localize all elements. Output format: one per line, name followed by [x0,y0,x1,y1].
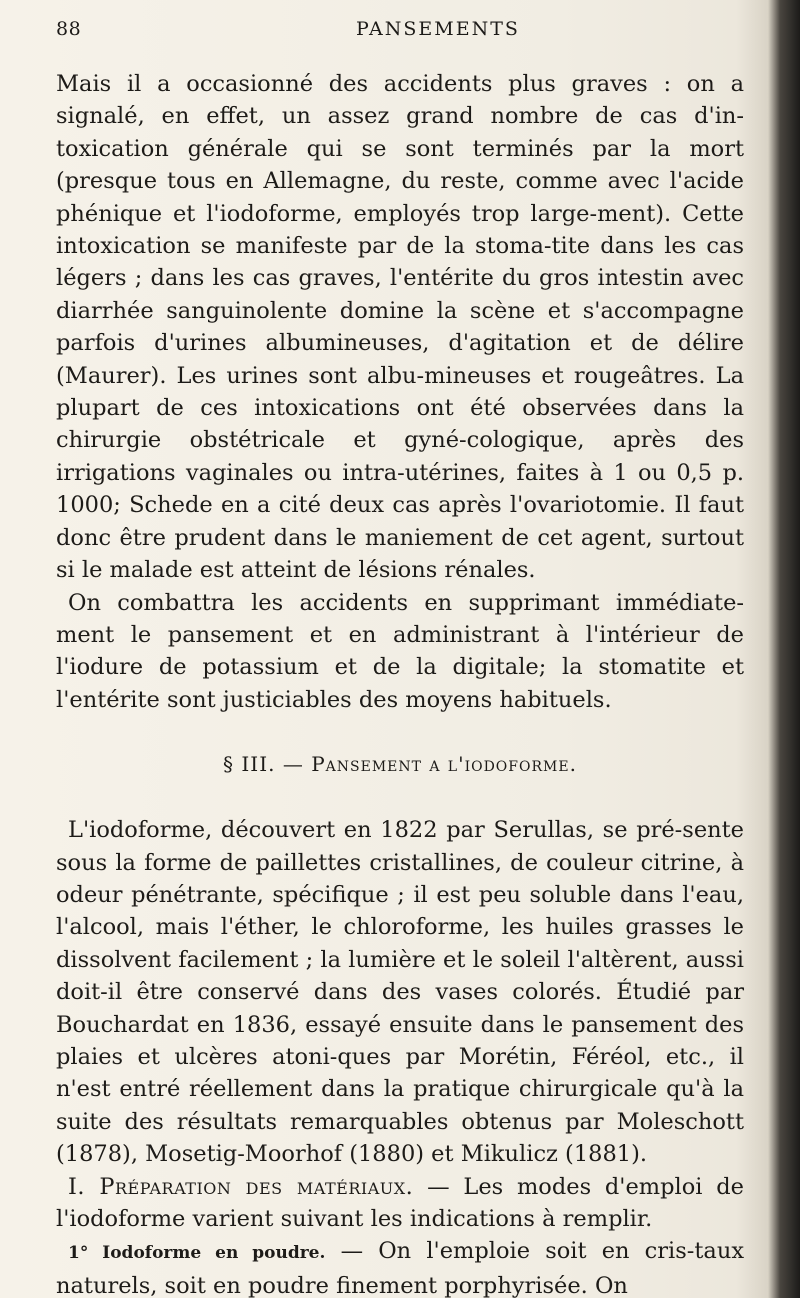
preparation-text: — Les modes d'emploi de l'iodoforme varient suivant les indications à remplir. [56,1173,744,1232]
section-number: § III. — [223,752,312,777]
paragraph-treatment: On combattra les accidents en supprimant immédiate-ment le pansement et en administrant à l'intérieur de l'iodure de potassium et de la digitale; la stomatite et l'entérite sont justiciables des moyens habituels. [56,589,744,713]
subsection-label-powder: 1° Iodoforme en poudre. [68,1243,326,1264]
section-heading [56,750,744,778]
paragraph-intoxication: Mais il a occasionné des accidents plus graves : on a signalé, en effet, un assez grand nombre de cas d'in-toxication générale qui se sont terminés par la mort (presque tous en Allemagne, du reste, comme avec l'acide phénique et l'iodoforme, employés trop large-ment). Cette intoxication se manifeste par de la stoma-tite dans les cas légers ; dans les cas graves, l'entérite du gros intestin avec diarrhée sanguinolente domine la scène et s'accompagne parfois d'urines albumineuses, d'agitation et de délire (Maurer). Les urines sont albu-mineuses et rougeâtres. La plupart de ces intoxications ont été observées dans la chirurgie obstétricale et gyné-cologique, après des irrigations vaginales ou intra-utérines, faites à 1 ou 0,5 p. 1000; Schede en a cité deux cas après l'ovariotomie. Il faut donc être prudent dans le maniement de cet agent, surtout si le malade est atteint de lésions rénales. [56,71,744,584]
subsection-label-preparation: I. Préparation des matériaux. [68,1173,414,1200]
body-text [56,68,744,1298]
paragraph-powder [56,1235,744,1298]
powder-text: — On l'emploie soit en cris-taux naturels, soit en poudre finement porphyrisée. On [56,1238,745,1298]
section-title: Pansement a l'iodoforme. [311,752,577,777]
running-title: PANSEMENTS [356,18,520,40]
page-number: 88 [56,18,82,40]
page-header [56,18,742,48]
paragraph-iodoform: L'iodoforme, découvert en 1822 par Serullas, se pré-sente sous la forme de paillettes cristallines, de couleur citrine, à odeur pénétrante, spécifique ; il est peu soluble dans l'eau, l'alcool, mais l'éther, le chloroforme, les huiles grasses le dissolvent facilement ; la lumière et le soleil l'altèrent, aussi doit-il être conservé dans des vases colorés. Étudié par Bouchardat en 1836, essayé ensuite dans le pansement des plaies et ulcères atoni-ques par Morétin, Féréol, etc., il n'est entré réellement dans la pratique chirurgicale qu'à la suite des résultats remarquables obtenus par Moleschott (1878), Mosetig-Moorhof (1880) et Mikulicz (1881). [56,817,744,1168]
paragraph-preparation [56,1171,744,1236]
